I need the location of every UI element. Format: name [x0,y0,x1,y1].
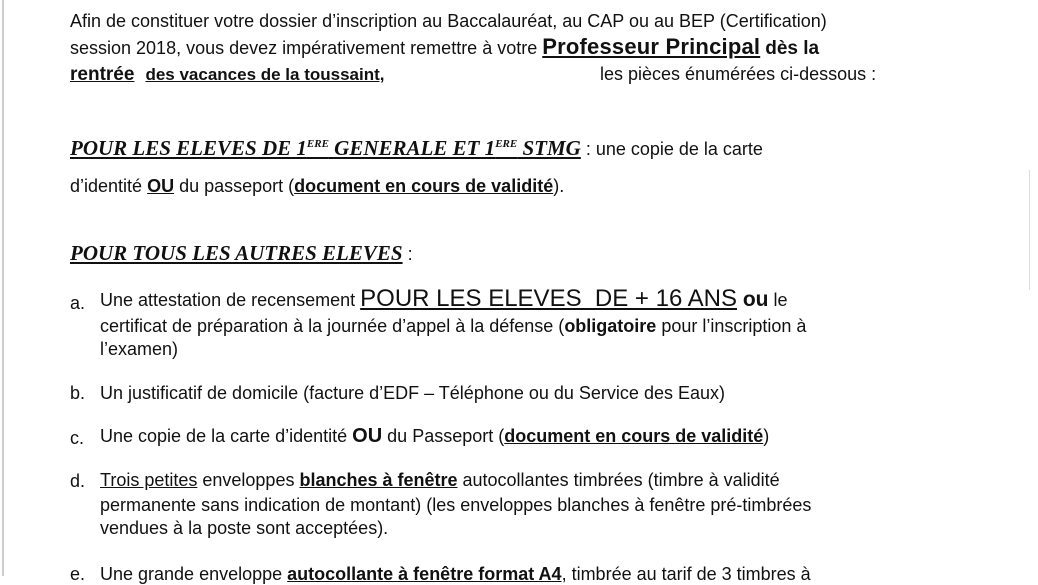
section2-colon: : [402,244,413,264]
item-d-autocollantes: autocollantes timbrées (timbre à validité [457,470,780,490]
section1-line-1 [70,133,763,160]
item-a-obligatoire: obligatoire [564,316,657,336]
item-d-marker: d. [70,471,86,491]
item-a-le: le [768,290,788,310]
section1-heading-b: GENERALE ET 1 [328,136,496,160]
item-c-close: ) [763,426,770,446]
item-d-enveloppes: enveloppes [197,470,300,490]
item-a-attestation: Une attestation de recensement [100,290,361,310]
item-d-blanches-fenetre: blanches à fenêtre [299,470,458,490]
item-a-line-2 [100,315,806,337]
vacances-toussaint: des vacances de la toussaint, [145,65,385,84]
item-c-document-validite: document en cours de validité [504,426,764,446]
section2-heading: POUR TOUS LES AUTRES ELEVES [70,241,403,265]
section1-document-validite: document en cours de validité [294,176,554,196]
item-c-line-1 [100,425,769,447]
item-a-line-1 [100,285,788,312]
des-la: dès la [765,38,820,59]
item-a-inscription: pour l’inscription à [656,316,807,336]
section1-line-2 [70,175,564,197]
item-a-line-3: l’examen) [100,339,179,359]
item-e-marker: e. [70,564,86,584]
item-c-passeport: du Passeport ( [382,426,505,446]
intro-line-2 [70,36,819,60]
item-d-trois-petites: Trois petites [100,470,198,490]
item-c-copie: Une copie de la carte d’identité [100,426,353,446]
item-a-marker: a. [70,293,86,313]
section1-sup-1: ERE [306,138,329,150]
section1-heading [70,136,581,160]
section1-heading-c: STMG [517,136,581,160]
section1-passeport: du passeport ( [174,176,295,196]
section1-sup-2: ERE [495,138,518,150]
item-b-marker: b. [70,383,86,403]
section1-ou: OU [147,176,175,196]
section1-identite: d’identité [70,176,148,196]
intro-text-2: session 2018, vous devez impérativement remettre à votre [70,38,543,58]
item-c-marker: c. [70,428,85,448]
intro-line-1 [70,10,827,32]
item-a-plus-16-ans: POUR LES ELEVES DE + 16 ANS [360,285,737,312]
item-b-line-1: Un justificatif de domicile (facture d’EDF – Téléphone ou du Service des Eaux) [100,383,725,403]
item-d-line-1 [100,469,780,491]
item-a-certificat: certificat de préparation à la journée d’appel à la défense ( [100,316,565,336]
intro-text-1: Afin de constituer votre dossier d’inscription au Baccalauréat, au CAP ou au BEP (Certification) [70,11,827,31]
section1-text: : une copie de la carte [580,139,763,159]
scan-edge-right [1029,170,1030,290]
intro-line-3 [70,63,920,86]
item-d-line-3: vendues à la poste sont acceptées). [100,518,389,538]
item-e-timbree: , timbrée au tarif de 3 timbres à [561,564,811,584]
rentree: rentrée [70,64,135,85]
section1-close: ). [553,176,565,196]
item-d-line-2: permanente sans indication de montant) (les enveloppes blanches à fenêtre pré-timbrées [100,495,812,515]
item-c-ou: OU [352,425,383,447]
section1-heading-a: POUR LES ELEVES DE 1 [70,136,307,160]
item-e-line-1 [100,563,811,585]
item-a-ou: ou [737,288,769,311]
item-e-autocollante-a4: autocollante à fenêtre format A4 [287,564,562,584]
pieces-enumerees: les pièces énumérées ci-dessous : [600,64,877,84]
scan-edge-left [2,0,4,576]
section2-heading-line [70,242,413,265]
professeur-principal: Professeur Principal [542,34,761,59]
item-e-grande-enveloppe: Une grande enveloppe [100,564,288,584]
